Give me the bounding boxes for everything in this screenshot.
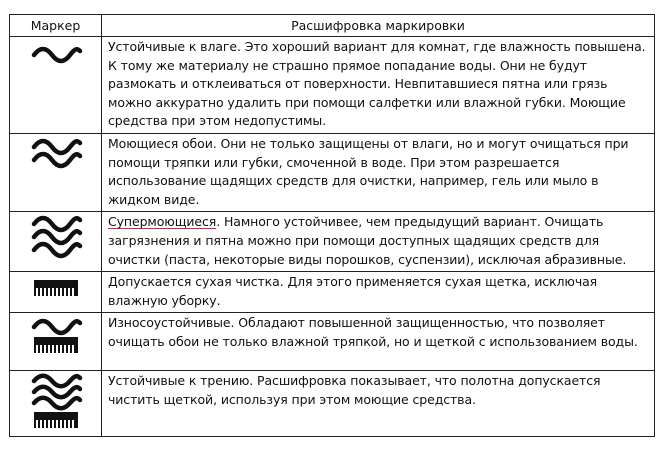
marking-table-container (9, 14, 654, 437)
brush-icon (26, 272, 86, 306)
table-header-row (10, 15, 655, 37)
underlined-term: Супермоющиеся (108, 214, 217, 230)
single-wave-icon (26, 37, 86, 97)
marker-cell (10, 371, 102, 437)
description-cell: Износоустойчивые. Обладают повышенной защищенностью, что позволяет очищать обои не только влажной тряпкой, но и щеткой с использованием воды. (102, 313, 655, 371)
description-cell (102, 212, 655, 272)
header-marker: Маркер (10, 15, 102, 37)
marker-cell (10, 37, 102, 134)
triple-wave-and-brush-icon (26, 371, 86, 435)
table-row (10, 134, 655, 212)
wave-and-brush-icon (26, 313, 86, 367)
table-row (10, 313, 655, 371)
marker-cell (10, 272, 102, 313)
triple-wave-icon (26, 212, 86, 268)
table-row (10, 371, 655, 437)
table-row (10, 272, 655, 313)
marking-table (9, 14, 655, 437)
table-row (10, 212, 655, 272)
header-description: Расшифровка маркировки (102, 15, 655, 37)
description-cell: Допускается сухая чистка. Для этого применяется сухая щетка, исключая влажную уборку. (102, 272, 655, 313)
marker-cell (10, 313, 102, 371)
description-text: . Намного устойчивее, чем предыдущий вариант. Очищать загрязнения и пятна можно при помощи доступных щадящих средств для очистки (паста, некоторые виды порошков, суспензии), исключая абразивные. (108, 214, 627, 267)
description-cell: Устойчивые к влаге. Это хороший вариант для комнат, где влажность повышена. К тому же материалу не страшно прямое попадание воды. Они не будут размокать и отклеиваться от поверхности. Невпитавшиеся пятна или грязь можно аккуратно удалить при помощи салфетки или влажной губки. Моющие средства при этом недопустимы. (102, 37, 655, 134)
double-wave-icon (26, 134, 86, 184)
marker-cell (10, 212, 102, 272)
table-row (10, 37, 655, 134)
description-cell: Моющиеся обои. Они не только защищены от влаги, но и могут очищаться при помощи тряпки или губки, смоченной в воде. При этом разрешается использование щадящих средств для очистки, например, гель или мыло в жидком виде. (102, 134, 655, 212)
description-cell: Устойчивые к трению. Расшифровка показывает, что полотна допускается чистить щеткой, используя при этом моющие средства. (102, 371, 655, 437)
marker-cell (10, 134, 102, 212)
